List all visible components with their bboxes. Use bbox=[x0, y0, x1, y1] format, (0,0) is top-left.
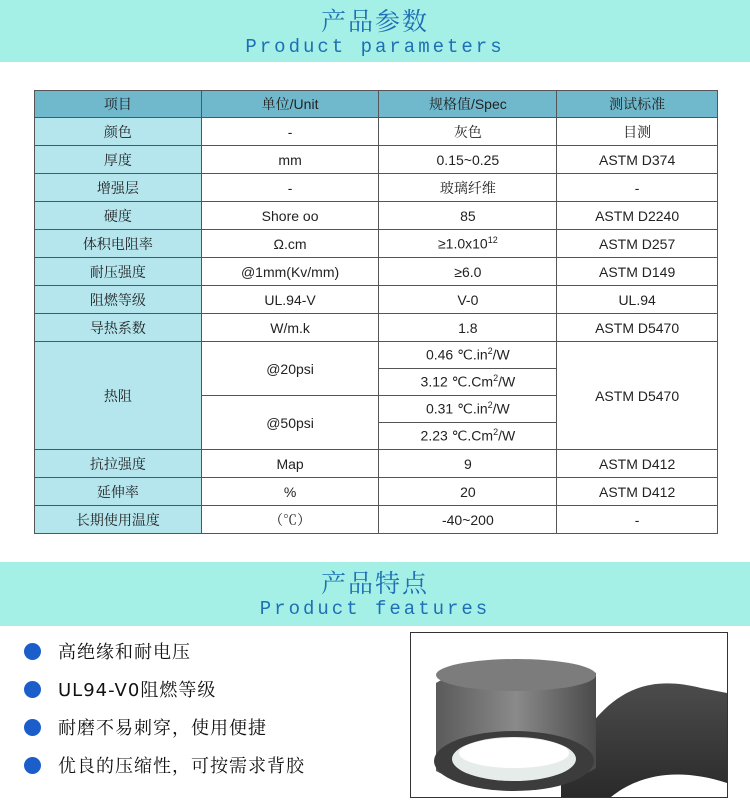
unit-cell: @50psi bbox=[201, 396, 379, 450]
spec-cell: V-0 bbox=[379, 286, 557, 314]
spec-cell: 9 bbox=[379, 450, 557, 478]
table-row bbox=[35, 174, 718, 202]
standard-cell: ASTM D412 bbox=[557, 478, 718, 506]
spec-unit: /W bbox=[492, 400, 510, 417]
features-title-en: Product features bbox=[259, 598, 491, 620]
spec-cell bbox=[379, 342, 557, 369]
table-row bbox=[35, 258, 718, 286]
unit-cell: Shore oo bbox=[201, 202, 379, 230]
item-cell: 导热系数 bbox=[35, 314, 202, 342]
item-cell: 长期使用温度 bbox=[35, 506, 202, 534]
spec-cell bbox=[379, 423, 557, 450]
bullet-icon bbox=[24, 719, 41, 736]
item-cell: 抗拉强度 bbox=[35, 450, 202, 478]
item-cell: 增强层 bbox=[35, 174, 202, 202]
column-header: 规格值/Spec bbox=[379, 91, 557, 118]
standard-cell: ASTM D412 bbox=[557, 450, 718, 478]
bullet-icon bbox=[24, 757, 41, 774]
item-cell: 颜色 bbox=[35, 118, 202, 146]
table-row bbox=[35, 118, 718, 146]
item-cell: 体积电阻率 bbox=[35, 230, 202, 258]
item-cell: 延伸率 bbox=[35, 478, 202, 506]
spec-unit: /W bbox=[492, 346, 510, 363]
list-item bbox=[24, 632, 394, 670]
table-row bbox=[35, 450, 718, 478]
item-cell: 耐压强度 bbox=[35, 258, 202, 286]
item-cell: 阻燃等级 bbox=[35, 286, 202, 314]
spec-cell: -40~200 bbox=[379, 506, 557, 534]
spec-cell bbox=[379, 369, 557, 396]
standard-cell: - bbox=[557, 506, 718, 534]
spec-cell: 85 bbox=[379, 202, 557, 230]
item-cell: 硬度 bbox=[35, 202, 202, 230]
table-header-row bbox=[35, 91, 718, 118]
table-row bbox=[35, 478, 718, 506]
spec-cell: ≥6.0 bbox=[379, 258, 557, 286]
standard-cell: ASTM D374 bbox=[557, 146, 718, 174]
spec-value: 2.23 ℃.Cm bbox=[420, 427, 494, 444]
column-header: 项目 bbox=[35, 91, 202, 118]
spec-cell: 20 bbox=[379, 478, 557, 506]
feature-text: 高绝缘和耐电压 bbox=[58, 642, 191, 663]
spec-exponent: 2 bbox=[487, 400, 493, 411]
spec-value: ≥1.0x10 bbox=[437, 235, 488, 252]
spec-value: 3.12 ℃.Cm bbox=[420, 373, 494, 390]
column-header: 单位/Unit bbox=[201, 91, 379, 118]
standard-cell: UL.94 bbox=[557, 286, 718, 314]
list-item bbox=[24, 670, 394, 708]
unit-cell: W/m.k bbox=[201, 314, 379, 342]
table-row bbox=[35, 146, 718, 174]
item-cell: 厚度 bbox=[35, 146, 202, 174]
spec-unit: /W bbox=[498, 373, 516, 390]
standard-cell: ASTM D257 bbox=[557, 230, 718, 258]
unit-cell: mm bbox=[201, 146, 379, 174]
spec-value: 0.31 ℃.in bbox=[425, 400, 488, 417]
spec-exponent: 2 bbox=[493, 427, 499, 438]
unit-cell: Ω.cm bbox=[201, 230, 379, 258]
feature-text: UL94-V0阻燃等级 bbox=[58, 680, 217, 701]
bullet-icon bbox=[24, 681, 41, 698]
table-row bbox=[35, 286, 718, 314]
unit-cell: - bbox=[201, 118, 379, 146]
unit-cell: % bbox=[201, 478, 379, 506]
table-row bbox=[35, 202, 718, 230]
params-banner bbox=[0, 0, 750, 62]
unit-cell: @1mm(Kv/mm) bbox=[201, 258, 379, 286]
spec-value: 0.46 ℃.in bbox=[425, 346, 488, 363]
feature-text: 优良的压缩性，可按需求背胶 bbox=[58, 756, 305, 777]
feature-text: 耐磨不易刺穿，使用便捷 bbox=[58, 718, 267, 739]
spec-cell: 1.8 bbox=[379, 314, 557, 342]
unit-cell: - bbox=[201, 174, 379, 202]
tape-roll-image bbox=[411, 633, 727, 797]
column-header: 测试标准 bbox=[557, 91, 718, 118]
table-row bbox=[35, 230, 718, 258]
params-title-en: Product parameters bbox=[245, 36, 505, 58]
spec-cell: 0.15~0.25 bbox=[379, 146, 557, 174]
spec-table bbox=[34, 90, 718, 534]
unit-cell: （℃） bbox=[201, 506, 379, 534]
spec-cell: 玻璃纤维 bbox=[379, 174, 557, 202]
list-item bbox=[24, 708, 394, 746]
bullet-icon bbox=[24, 643, 41, 660]
table-row bbox=[35, 314, 718, 342]
spec-cell: 灰色 bbox=[379, 118, 557, 146]
spec-exponent: 2 bbox=[487, 346, 493, 357]
standard-cell: 目测 bbox=[557, 118, 718, 146]
features-title-zh: 产品特点 bbox=[320, 569, 429, 598]
thermal-row bbox=[35, 342, 718, 369]
unit-cell: UL.94-V bbox=[201, 286, 379, 314]
spec-exponent: 2 bbox=[493, 373, 499, 384]
product-photo bbox=[410, 632, 728, 798]
list-item bbox=[24, 746, 394, 784]
features-banner bbox=[0, 562, 750, 626]
standard-cell: ASTM D5470 bbox=[557, 342, 718, 450]
spec-exponent: 12 bbox=[487, 235, 498, 246]
standard-cell: ASTM D2240 bbox=[557, 202, 718, 230]
unit-cell: @20psi bbox=[201, 342, 379, 396]
standard-cell: ASTM D149 bbox=[557, 258, 718, 286]
unit-cell: Map bbox=[201, 450, 379, 478]
standard-cell: ASTM D5470 bbox=[557, 314, 718, 342]
features-list bbox=[24, 632, 394, 784]
spec-cell bbox=[379, 230, 557, 258]
standard-cell: - bbox=[557, 174, 718, 202]
table-row bbox=[35, 506, 718, 534]
item-cell: 热阻 bbox=[35, 342, 202, 450]
spec-cell bbox=[379, 396, 557, 423]
params-title-zh: 产品参数 bbox=[320, 7, 429, 36]
spec-unit: /W bbox=[498, 427, 516, 444]
